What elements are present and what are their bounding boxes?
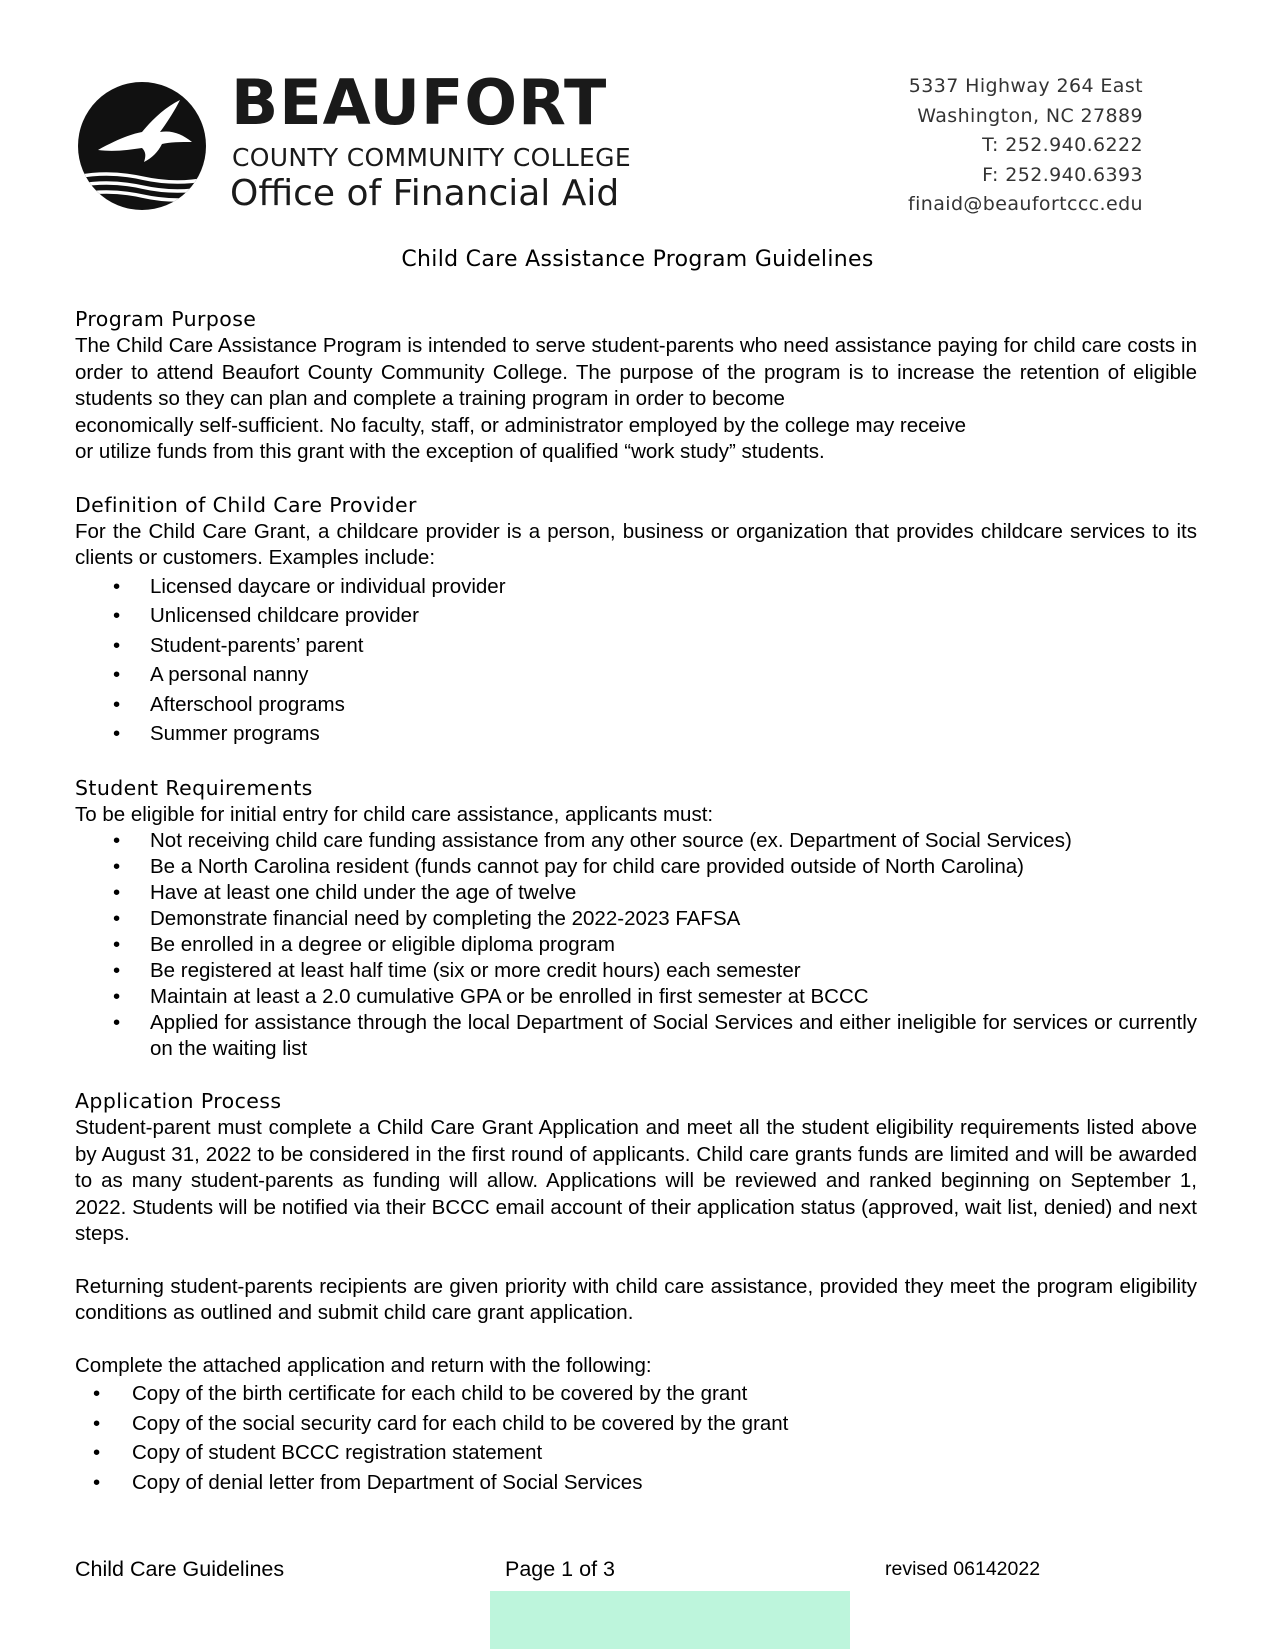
phone-number: T: 252.940.6222 bbox=[982, 134, 1143, 156]
contact-block bbox=[823, 72, 1143, 220]
list-item: • Copy of denial letter from Department of Social Services bbox=[93, 1470, 643, 1494]
college-logo-seagull-icon bbox=[76, 80, 208, 212]
document-title: Child Care Assistance Program Guidelines bbox=[401, 247, 874, 272]
paragraph-line: services to its clients or customers. Examples include: bbox=[75, 519, 1197, 569]
requirements-intro: To be eligible for initial entry for child care assistance, applicants must: bbox=[75, 802, 714, 826]
list-item: • Copy of the social security card for each child to be covered by the grant bbox=[93, 1411, 789, 1435]
provider-paragraph bbox=[75, 519, 1197, 572]
footer-revision: revised 06142022 bbox=[885, 1558, 1041, 1580]
list-item: • A personal nanny bbox=[113, 663, 309, 686]
list-item: • Unlicensed childcare provider bbox=[113, 604, 419, 627]
attachments-intro: Complete the attached application and return with the following: bbox=[75, 1353, 652, 1377]
list-item: • Maintain at least a 2.0 cumulative GPA or be enrolled in first semester at BCCC bbox=[113, 985, 869, 1008]
program-purpose-paragraph bbox=[75, 333, 1197, 466]
document-body bbox=[75, 306, 1197, 1497]
address-line-1: 5337 Highway 264 East bbox=[908, 75, 1143, 97]
paragraph-line: listed above by August 31, 2022 to be considered in the first round of applicants. Child care grants funds are bbox=[75, 1116, 1197, 1166]
office-name: Office of Financial Aid bbox=[230, 173, 620, 214]
list-item: • Demonstrate financial need by completing the 2022-2023 FAFSA bbox=[113, 907, 741, 930]
paragraph-line: application status (approved, wait list, denied) and next steps. bbox=[75, 1195, 1197, 1245]
logo-subtitle: COUNTY COMMUNITY COLLEGE bbox=[232, 143, 631, 172]
requirements-list bbox=[75, 828, 1197, 1062]
paragraph-line: Student-parent must complete a Child Care Grant Application and meet all the student eligibility requirements bbox=[75, 1116, 1080, 1139]
paragraph-line: ranked beginning on September 1, 2022. Students will be notified via their BCCC email account of their bbox=[75, 1169, 1198, 1219]
address-line-2: Washington, NC 27889 bbox=[917, 104, 1143, 127]
paragraph-line: care costs in order to attend Beaufort County Community College. The purpose of the program is to increase bbox=[75, 334, 1197, 384]
heading-program-purpose: Program Purpose bbox=[75, 307, 257, 331]
application-paragraph bbox=[75, 1115, 1197, 1248]
provider-examples-list bbox=[75, 572, 1197, 749]
heading-student-requirements: Student Requirements bbox=[75, 775, 313, 800]
heading-application-process: Application Process bbox=[75, 1089, 282, 1113]
list-item: • Applied for assistance through the local Department of Social Services and either ineligible for services or currently on the waiting list bbox=[113, 1011, 1198, 1060]
paragraph-line: or utilize funds from this grant with the exception of qualified “work study” students. bbox=[75, 440, 825, 463]
fax-number: F: 252.940.6393 bbox=[982, 163, 1143, 186]
list-item: • Copy of the birth certificate for each child to be covered by the grant bbox=[93, 1382, 748, 1405]
list-item: • Have at least one child under the age of twelve bbox=[113, 881, 577, 904]
email-address[interactable]: finaid@beaufortccc.edu bbox=[908, 193, 1143, 215]
paragraph-line: For the Child Care Grant, a childcare provider is a person, business or organization that provides childcare bbox=[75, 519, 1063, 543]
highlight-block bbox=[490, 1591, 850, 1649]
list-item: • Afterschool programs bbox=[113, 692, 345, 716]
heading-child-care-provider: Definition of Child Care Provider bbox=[75, 492, 417, 517]
list-item: • Be registered at least half time (six or more credit hours) each semester bbox=[113, 959, 801, 982]
attachments-list bbox=[75, 1379, 1197, 1497]
returning-paragraph bbox=[75, 1274, 1197, 1327]
list-item: • Not receiving child care funding assistance from any other source (ex. Department of Social Services) bbox=[113, 829, 1072, 852]
list-item: • Student-parents’ parent bbox=[113, 633, 364, 657]
list-item: • Be enrolled in a degree or eligible diploma program bbox=[113, 933, 615, 956]
paragraph-line: Returning student-parents recipients are given priority with child care assistance, provided they meet the bbox=[75, 1274, 1031, 1298]
paragraph-line: program eligibility conditions as outlined and submit child care grant application. bbox=[75, 1274, 1197, 1324]
list-item: • Copy of student BCCC registration statement bbox=[93, 1441, 543, 1464]
logo-wordmark: BEAUFORT bbox=[231, 66, 608, 139]
paragraph-line: economically self-sufficient. No faculty, staff, or administrator employed by the college may receive bbox=[75, 413, 967, 437]
footer-page-number: Page 1 of 3 bbox=[505, 1557, 615, 1581]
list-item: • Licensed daycare or individual provider bbox=[113, 574, 506, 598]
paragraph-line: the retention of eligible students so they can plan and complete a training program in order to become bbox=[75, 360, 1197, 410]
list-item: • Be a North Carolina resident (funds cannot pay for child care provided outside of North Carolina) bbox=[113, 855, 1024, 878]
paragraph-line: The Child Care Assistance Program is intended to serve student-parents who need assistance paying for child bbox=[75, 334, 1076, 357]
footer-document-name: Child Care Guidelines bbox=[75, 1557, 285, 1581]
list-item: • Summer programs bbox=[113, 722, 320, 745]
paragraph-line: limited and will be awarded to as many student-parents as funding will allow. Applications will be reviewed and bbox=[75, 1142, 1197, 1192]
